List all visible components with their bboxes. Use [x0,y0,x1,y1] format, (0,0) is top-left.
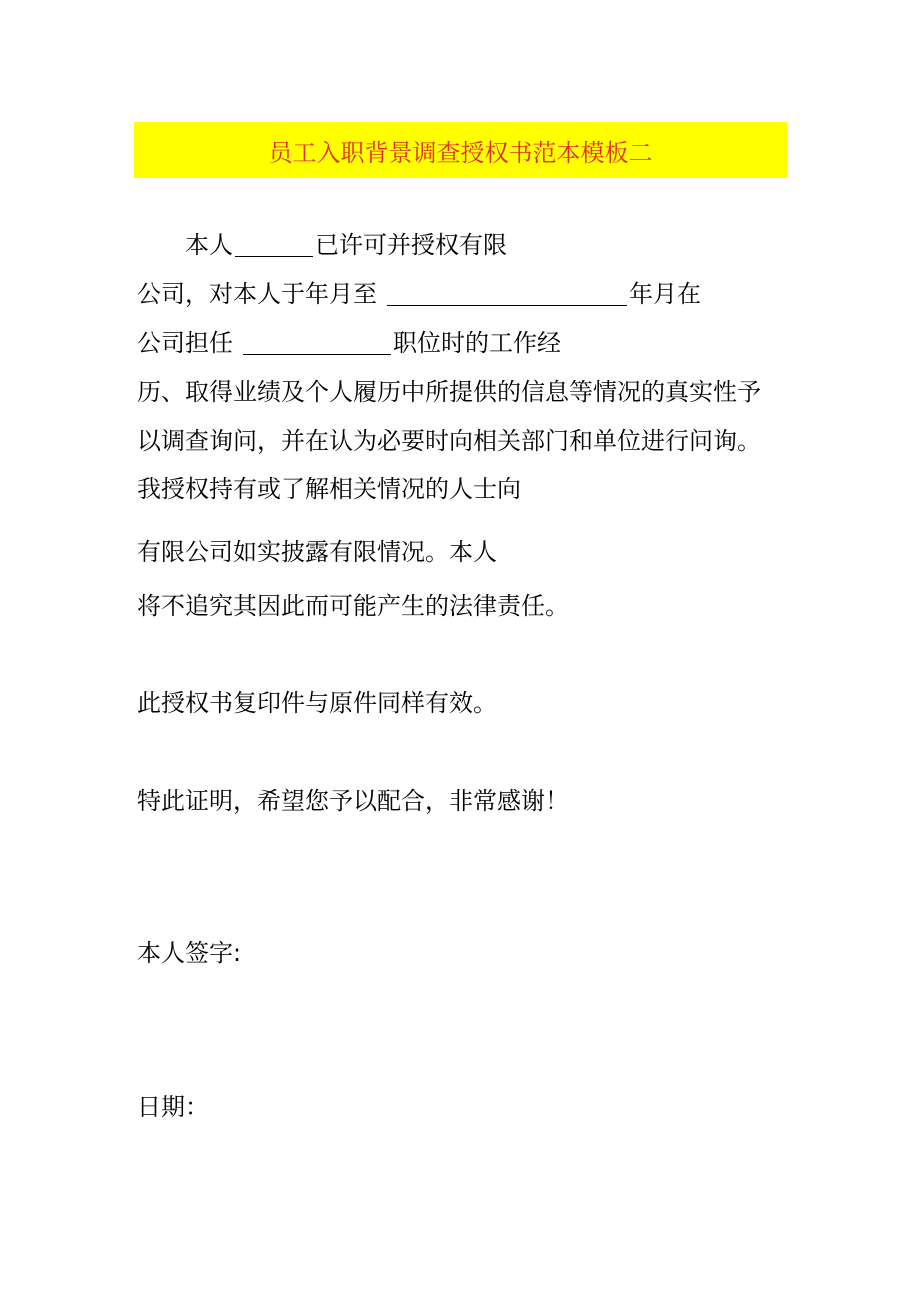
paragraph-line-7: 有限公司如实披露有限情况。本人 [137,538,497,566]
date-range-blank [387,281,627,306]
paragraph-line-3 [137,328,561,358]
title-banner [134,122,787,178]
paragraph-line-9: 此授权书复印件与原件同样有效。 [137,689,497,717]
text-segment: 职位时的工作经 [393,329,561,357]
document-title: 员工入职背景调查授权书范本模板二 [268,138,653,167]
paragraph-line-2 [137,279,701,309]
paragraph-line-5: 以调查询问，并在认为必要时向相关部门和单位进行问询。 [137,427,761,455]
text-segment: 公司，对本人于年月至 [137,280,377,308]
name-blank [235,232,313,257]
text-segment: 已许可并授权有限 [315,231,507,259]
text-segment: 公司担任 [137,329,233,357]
paragraph-line-6: 我授权持有或了解相关情况的人士向 [137,475,521,503]
position-blank [243,330,391,355]
text-segment: 本人 [185,231,233,259]
paragraph-line-4: 历、取得业绩及个人履历中所提供的信息等情况的真实性予 [137,378,761,406]
text-segment: 年月在 [629,280,701,308]
date-label: 日期： [137,1093,209,1121]
paragraph-line-1 [137,230,507,260]
signature-label: 本人签字: [137,939,242,967]
paragraph-line-10: 特此证明，希望您予以配合，非常感谢！ [137,787,569,815]
paragraph-line-8: 将不追究其因此而可能产生的法律责任。 [137,592,569,620]
